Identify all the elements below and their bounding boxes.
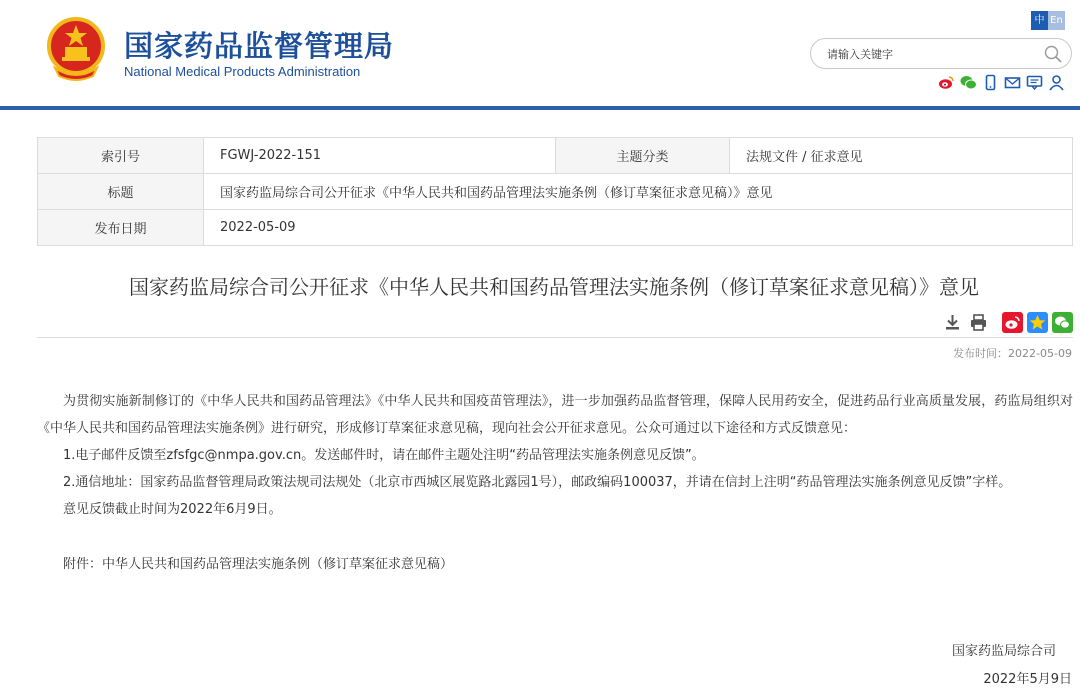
search-input[interactable] bbox=[827, 46, 1037, 62]
article-tools bbox=[943, 312, 1077, 333]
article-title: 国家药监局综合司公开征求《中华人民共和国药品管理法实施条例（修订草案征求意见稿）》意见 bbox=[129, 275, 979, 299]
category-label: 主题分类 bbox=[556, 138, 730, 174]
date-label: 发布日期 bbox=[38, 210, 204, 246]
user-icon[interactable] bbox=[1048, 74, 1065, 91]
table-row bbox=[38, 210, 1073, 246]
site-name-cn[interactable]: 国家药品监督管理局 bbox=[124, 29, 395, 63]
search-icon[interactable] bbox=[1043, 44, 1063, 64]
mobile-icon[interactable] bbox=[982, 74, 999, 91]
table-row bbox=[38, 174, 1073, 210]
site-header bbox=[0, 0, 1080, 110]
paragraph: 2.通信地址：国家药品监督管理局政策法规司法规处（北京市西城区展览路北露园1号），邮政编码100037，并请在信封上注明“药品管理法实施条例意见反馈”字样。 bbox=[63, 475, 1012, 490]
download-icon[interactable] bbox=[943, 313, 962, 332]
attachment-link[interactable]: 附件：中华人民共和国药品管理法实施条例（修订草案征求意见稿） bbox=[63, 557, 454, 572]
index-value: FGWJ-2022-151 bbox=[204, 138, 556, 174]
index-label: 索引号 bbox=[38, 138, 204, 174]
site-name-en[interactable]: National Medical Products Administration bbox=[124, 64, 361, 79]
social-links bbox=[938, 74, 1065, 91]
table-row bbox=[38, 138, 1073, 174]
share-wechat-icon[interactable] bbox=[1052, 312, 1073, 333]
title-divider bbox=[37, 337, 1073, 338]
title-value: 国家药监局综合司公开征求《中华人民共和国药品管理法实施条例（修订草案征求意见稿）》意见 bbox=[204, 174, 1073, 210]
category-value: 法规文件 / 征求意见 bbox=[730, 138, 1073, 174]
national-emblem-icon[interactable] bbox=[45, 16, 107, 82]
article-body bbox=[37, 388, 1073, 578]
wechat-icon[interactable] bbox=[960, 74, 977, 91]
language-switch bbox=[1031, 11, 1065, 30]
paragraph: 为贯彻实施新制修订的《中华人民共和国药品管理法》《中华人民共和国疫苗管理法》，进一步加强药品监督管理，保障人民用药安全，促进药品行业高质量发展，药监局组织对《中华人民共和国药品管理法实施条例》进行研究，形成修订草案征求意见稿，现向社会公开征求意见。公众可通过以下途径和方式反馈意见： bbox=[37, 394, 1073, 436]
publish-time: 发布时间：2022-05-09 bbox=[953, 347, 1072, 360]
document-meta-table bbox=[37, 137, 1073, 246]
message-icon[interactable] bbox=[1026, 74, 1043, 91]
header-divider bbox=[0, 106, 1080, 110]
share-qzone-icon[interactable] bbox=[1027, 312, 1048, 333]
email-icon[interactable] bbox=[1004, 74, 1021, 91]
paragraph: 1.电子邮件反馈至zfsfgc@nmpa.gov.cn。发送邮件时，请在邮件主题处注明“药品管理法实施条例意见反馈”。 bbox=[63, 448, 705, 463]
share-weibo-icon[interactable] bbox=[1002, 312, 1023, 333]
date-value: 2022-05-09 bbox=[204, 210, 1073, 246]
lang-zh-button[interactable]: 中 bbox=[1031, 11, 1048, 30]
title-label: 标题 bbox=[38, 174, 204, 210]
lang-en-button[interactable]: En bbox=[1048, 11, 1065, 30]
print-icon[interactable] bbox=[969, 313, 988, 332]
signature: 国家药监局综合司 bbox=[951, 644, 1056, 659]
weibo-icon[interactable] bbox=[938, 74, 955, 91]
search-box bbox=[810, 38, 1072, 69]
sign-date: 2022年5月9日 bbox=[983, 672, 1072, 687]
paragraph: 意见反馈截止时间为2022年6月9日。 bbox=[63, 502, 282, 517]
